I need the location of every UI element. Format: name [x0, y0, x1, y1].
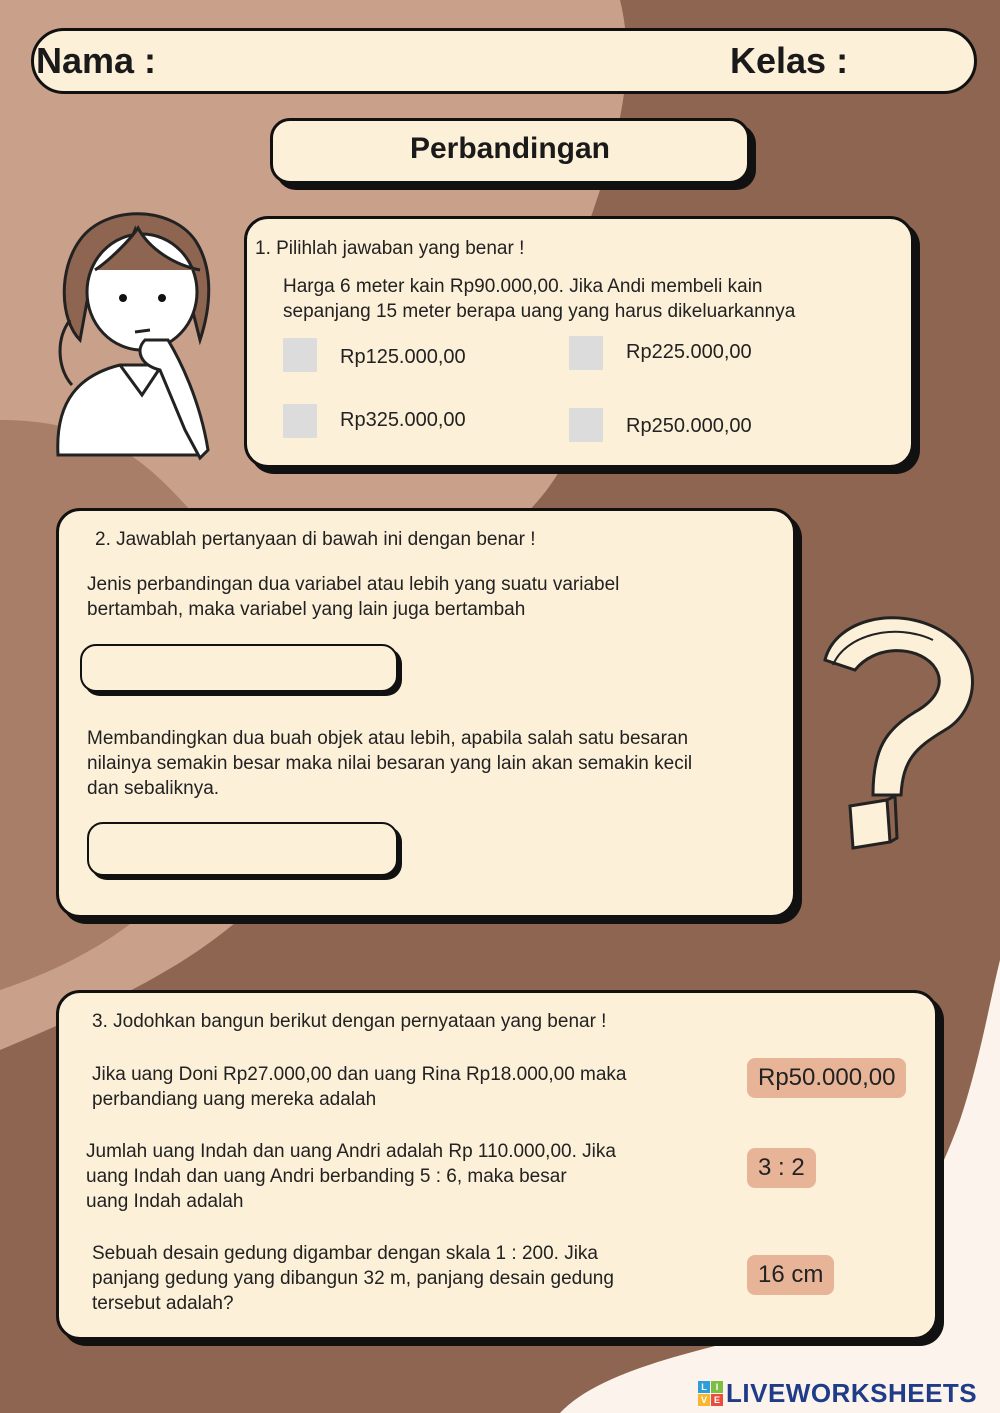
- q2-item2-line: Membandingkan dua buah objek atau lebih, apabila salah satu besaran: [87, 728, 689, 749]
- q3-statement-line: Sebuah desain gedung digambar dengan skala 1 : 200. Jika: [92, 1243, 598, 1264]
- q2-answer-input-1[interactable]: [80, 644, 398, 692]
- thinking-girl-illustration: [50, 200, 220, 470]
- q2-item1-line: Jenis perbandingan dua variabel atau lebih yang suatu variabel: [87, 574, 620, 595]
- question-mark-icon: [815, 610, 980, 860]
- option-label-b: Rp225.000,00: [626, 341, 752, 363]
- logo-letter-v: V: [698, 1394, 710, 1406]
- option-checkbox-c[interactable]: [283, 404, 317, 438]
- page-title: Perbandingan: [409, 132, 611, 165]
- name-label: Nama :: [36, 40, 157, 81]
- q1-heading: 1. Pilihlah jawaban yang benar !: [255, 238, 525, 259]
- q3-statement-line: uang Indah adalah: [86, 1191, 244, 1212]
- logo-letter-grid: [698, 1381, 723, 1406]
- q3-statement-line: panjang gedung yang dibangun 32 m, panjang desain gedung: [92, 1268, 614, 1289]
- q3-statement-line: perbandiang uang mereka adalah: [92, 1089, 377, 1110]
- q2-item1-line: bertambah, maka variabel yang lain juga bertambah: [87, 599, 526, 620]
- logo-letter-l: L: [698, 1381, 710, 1393]
- q3-heading: 3. Jodohkan bangun berikut dengan pernyataan yang benar !: [92, 1011, 607, 1032]
- match-answer-tag[interactable]: 16 cm: [747, 1255, 834, 1295]
- brand-name: LIVEWORKSHEETS: [726, 1378, 978, 1408]
- option-checkbox-b[interactable]: [569, 336, 603, 370]
- match-answer-tag[interactable]: 3 : 2: [747, 1148, 816, 1188]
- option-checkbox-a[interactable]: [283, 338, 317, 372]
- class-label: Kelas :: [730, 40, 849, 81]
- q3-statement-line: tersebut adalah?: [92, 1293, 234, 1314]
- q3-statement-line: uang Indah dan uang Andri berbanding 5 : 6, maka besar: [86, 1166, 567, 1187]
- q2-item2-line: nilainya semakin besar maka nilai besaran yang lain akan semakin kecil: [87, 753, 693, 774]
- option-label-c: Rp325.000,00: [340, 409, 466, 431]
- q2-answer-input-2[interactable]: [87, 822, 398, 876]
- logo-letter-i: I: [711, 1381, 723, 1393]
- q1-text-line: Harga 6 meter kain Rp90.000,00. Jika Andi membeli kain: [283, 276, 763, 297]
- option-label-d: Rp250.000,00: [626, 415, 752, 437]
- match-answer-tag[interactable]: Rp50.000,00: [747, 1058, 906, 1098]
- q2-item2-line: dan sebaliknya.: [87, 778, 220, 799]
- option-checkbox-d[interactable]: [569, 408, 603, 442]
- q2-heading: 2. Jawablah pertanyaan di bawah ini dengan benar !: [95, 529, 536, 550]
- q3-statement-line: Jumlah uang Indah dan uang Andri adalah Rp 110.000,00. Jika: [86, 1141, 616, 1162]
- logo-letter-e: E: [711, 1394, 723, 1406]
- q1-text-line: sepanjang 15 meter berapa uang yang harus dikeluarkannya: [283, 301, 796, 322]
- option-label-a: Rp125.000,00: [340, 346, 466, 368]
- q3-statement-line: Jika uang Doni Rp27.000,00 dan uang Rina Rp18.000,00 maka: [92, 1064, 627, 1085]
- liveworksheets-logo: [698, 1378, 977, 1409]
